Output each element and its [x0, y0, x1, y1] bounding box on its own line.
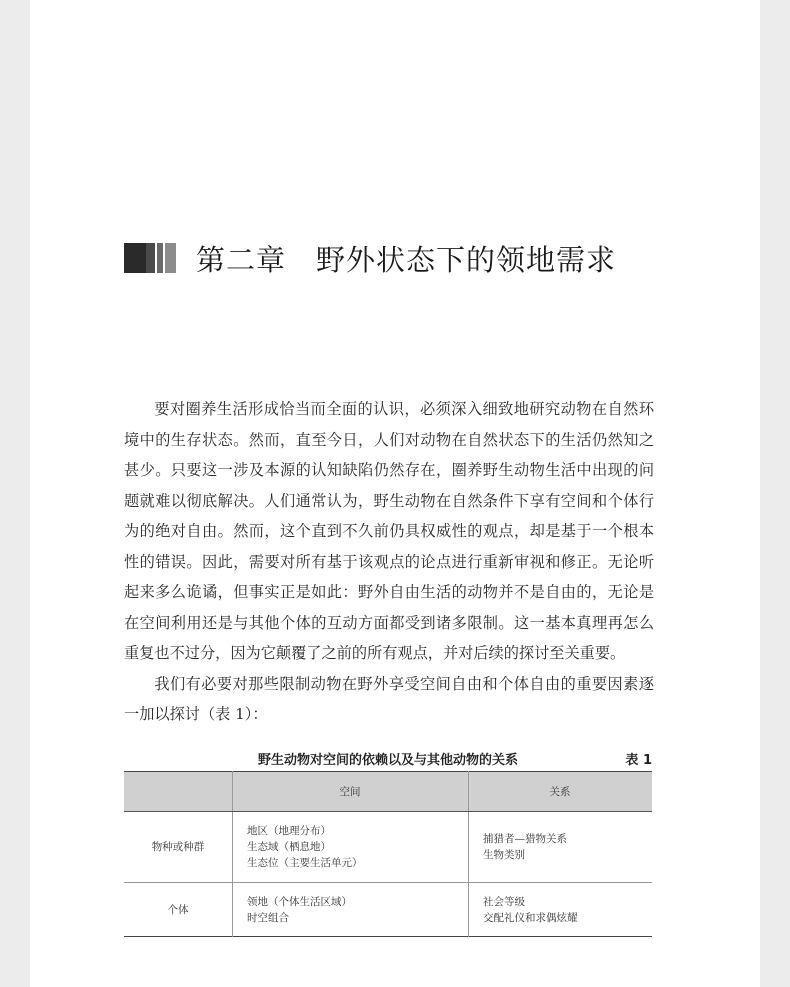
table-caption-title: 野生动物对空间的依赖以及与其他动物的关系 [257, 753, 518, 768]
chapter-bar-icon [124, 243, 176, 273]
table-header-cell: 关系 [469, 772, 653, 812]
book-page [30, 0, 760, 987]
cell-line: 时空组合 [247, 911, 289, 924]
body-text [124, 394, 654, 730]
cell-line: 交配礼仪和求偶炫耀 [483, 911, 578, 924]
table-cell-relations [469, 883, 653, 937]
cell-line: 地区（地理分布） [247, 825, 331, 837]
cell-line: 领地（个体生活区域） [247, 895, 352, 908]
table-caption [124, 745, 652, 771]
paragraph: 要对圈养生活形成恰当而全面的认识，必须深入细致地研究动物在自然环境中的生存状态。然而，直至今日，人们对动物在自然状态下的生活仍然知之甚少。只要这一涉及本源的认知缺陷仍然存在，圈养野生动物生活中出现的问题就难以彻底解决。人们通常认为，野生动物在自然条件下享有空间和个体行为的绝对自由。然而，这个直到不久前仍具权威性的观点，却是基于一个根本性的错误。因此，需要对所有基于该观点的论点进行重新审视和修正。无论听起来多么诡谲，但事实正是如此：野外自由生活的动物并不是自由的，无论是在空间利用还是与其他个体的互动方面都受到诸多限制。这一基本真理再怎么重复也不过分，因为它颠覆了之前的所有观点，并对后续的探讨至关重要。 [124, 400, 654, 662]
cell-line: 生态域（栖息地） [247, 841, 331, 853]
table-header-row [124, 772, 652, 812]
cell-line: 生物类别 [483, 849, 525, 861]
table-header-cell [124, 772, 233, 812]
chapter-heading [124, 236, 616, 280]
paragraph: 我们有必要对那些限制动物在野外享受空间自由和个体自由的重要因素逐一加以探讨（表 1）： [124, 674, 654, 723]
table-cell-space [233, 812, 469, 883]
table-row [124, 883, 652, 937]
table-cell-category: 个体 [167, 903, 189, 916]
table-header-cell: 空间 [233, 772, 469, 812]
table-cell-relations [469, 812, 653, 883]
chapter-title: 第二章 野外状态下的领地需求 [196, 242, 617, 277]
cell-line: 社会等级 [483, 895, 525, 908]
table-cell-category: 物种或种群 [124, 812, 233, 883]
cell-line: 捕猎者—猎物关系 [483, 833, 567, 845]
table-block [124, 745, 652, 937]
table-cell-space [233, 883, 469, 937]
cell-line: 生态位（主要生活单元） [247, 857, 363, 869]
relationship-table [124, 771, 652, 937]
table-row [124, 812, 652, 883]
table-label: 表 1 [625, 753, 652, 768]
